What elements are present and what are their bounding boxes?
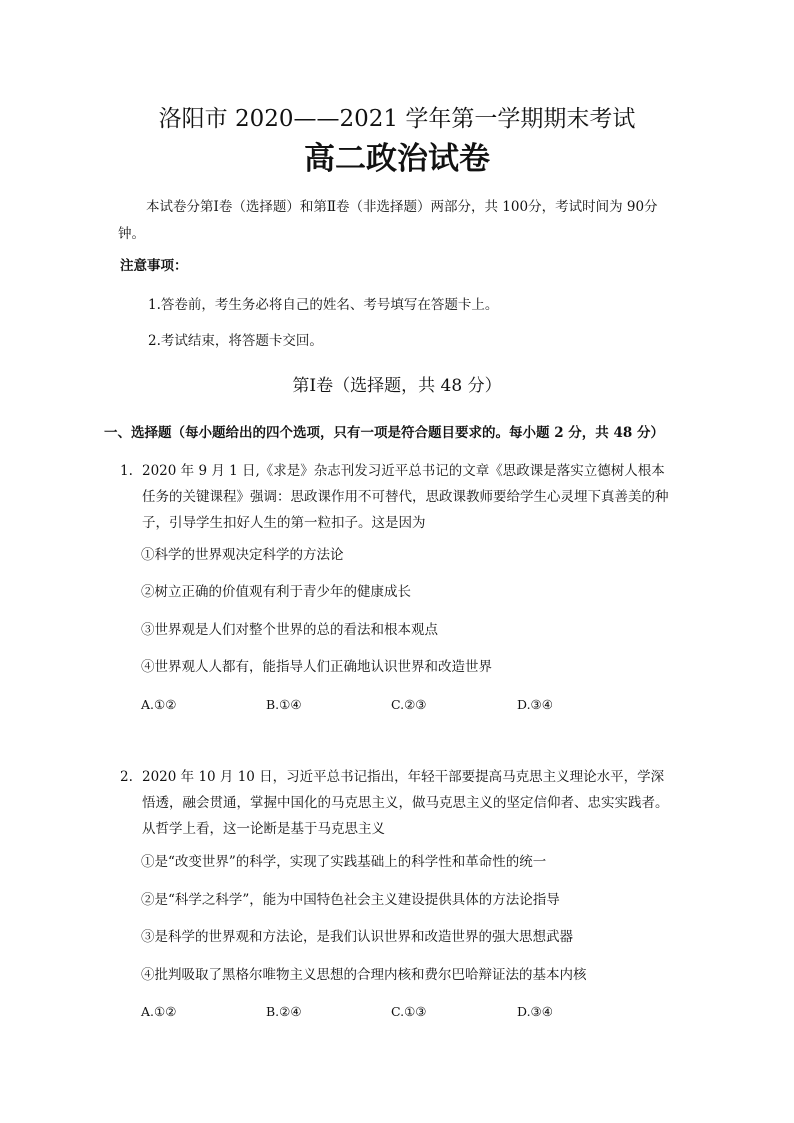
exam-title: 洛阳市 2020——2021 学年第一学期期末考试 [158, 106, 636, 132]
question-option: ①科学的世界观决定科学的方法论 [141, 547, 344, 563]
note-item: 1.答卷前，考生务必将自己的姓名、考号填写在答题卡上。 [148, 297, 499, 313]
question-stem [120, 764, 676, 842]
exam-intro: 本试卷分第Ⅰ卷（选择题）和第Ⅱ卷（非选择题）两部分，共 100分，考试时间为 90分钟。 [118, 199, 658, 242]
question-option: ②树立正确的价值观有利于青少年的健康成长 [141, 584, 411, 600]
choice-b: B.①④ [266, 697, 302, 712]
question-number: 1. [120, 463, 133, 479]
choice-d: D.③④ [517, 697, 553, 712]
choice-d: D.③④ [517, 1004, 553, 1019]
choice-b: B.②④ [266, 1004, 302, 1019]
question-text: 2020 年 10 月 10 日，习近平总书记指出，年轻干部要提高马克思主义理论水平，学深悟透，融会贯通，掌握中国化的马克思主义，做马克思主义的坚定信仰者、忠实实践者。从哲学上看，这一论断是基于马克思主义 [142, 769, 669, 837]
question-option: ①是“改变世界”的科学，实现了实践基础上的科学性和革命性的统一 [141, 854, 547, 870]
note-item: 2.考试结束，将答题卡交回。 [148, 333, 323, 349]
question-option: ④批判吸取了黑格尔唯物主义思想的合理内核和费尔巴哈辩证法的基本内核 [141, 967, 587, 983]
question-1 [120, 458, 676, 536]
question-number: 2. [120, 769, 133, 785]
question-text: 2020 年 9 月 1 日,《求是》杂志刊发习近平总书记的文章《思政课是落实立德树人根本任务的关键课程》强调：思政课作用不可替代，思政课教师要给学生心灵埋下真善美的种子，引导学生扣好人生的第一粒扣子。这是因为 [142, 463, 669, 531]
question-stem [120, 458, 676, 536]
choice-a: A.①② [141, 1004, 177, 1019]
question-option: ②是“科学之科学”，能为中国特色社会主义建设提供具体的方法论指导 [141, 892, 560, 908]
choice-a: A.①② [141, 697, 177, 712]
part-one-title: 第Ⅰ卷（选择题，共 48 分） [292, 376, 502, 396]
section-one-title: 一、选择题（每小题给出的四个选项，只有一项是符合题目要求的。每小题 2 分，共 48 分） [104, 425, 664, 441]
question-option: ③世界观是人们对整个世界的总的看法和根本观点 [141, 622, 438, 638]
question-option: ④世界观人人都有，能指导人们正确地认识世界和改造世界 [141, 659, 492, 675]
question-2 [120, 764, 676, 842]
notes-heading: 注意事项： [120, 258, 188, 274]
exam-subtitle: 高二政治试卷 [304, 141, 490, 177]
choice-c: C.①③ [391, 1004, 427, 1019]
choice-c: C.②③ [391, 697, 427, 712]
question-option: ③是科学的世界观和方法论，是我们认识世界和改造世界的强大思想武器 [141, 929, 573, 945]
